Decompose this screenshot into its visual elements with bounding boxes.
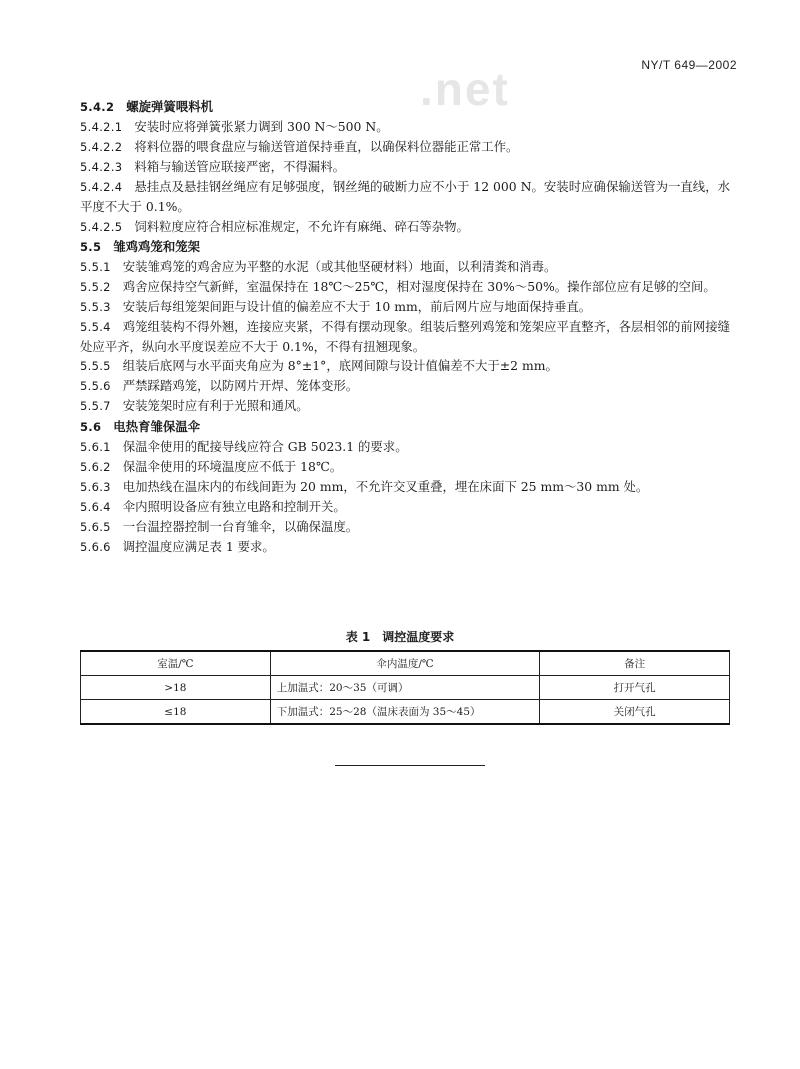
watermark: .net bbox=[420, 63, 510, 115]
clause-number: 5.6.5 bbox=[80, 519, 111, 534]
clause-text: 安装后每组笼架间距与设计值的偏差应不大于 10 mm，前后网片应与地面保持垂直。 bbox=[122, 298, 592, 314]
clause-text: 伞内照明设备应有独立电路和控制开关。 bbox=[122, 498, 346, 514]
clause-heading: 螺旋弹簧喂料机 bbox=[126, 99, 213, 114]
clause-number: 5.4.2.5 bbox=[80, 219, 123, 234]
clause-line bbox=[80, 237, 730, 257]
table-cell: 关闭气孔 bbox=[540, 700, 730, 725]
clause-number: 5.4.2.4 bbox=[80, 180, 123, 195]
table-cell: 打开气孔 bbox=[540, 676, 730, 700]
clause-text: 严禁踩踏鸡笼，以防网片开焊、笼体变形。 bbox=[122, 378, 359, 394]
clause-number: 5.5.1 bbox=[80, 259, 111, 274]
clause-number: 5.6.1 bbox=[80, 439, 111, 454]
clause-line bbox=[80, 137, 730, 157]
clause-number: 5.6.4 bbox=[80, 499, 111, 514]
clause-number: 5.5.5 bbox=[80, 359, 111, 374]
body-text bbox=[80, 97, 730, 557]
clause-text: 悬挂点及悬挂钢丝绳应有足够强度，钢丝绳的破断力应不小于 12 000 N。安装时应确保输送管为一直线，水平度不大于 0.1%。 bbox=[80, 179, 730, 215]
clause-line bbox=[80, 517, 730, 537]
clause-number: 5.4.2.1 bbox=[80, 120, 123, 135]
table-cell: >18 bbox=[81, 676, 271, 700]
clause-text: 调控温度应满足表 1 要求。 bbox=[122, 539, 275, 555]
clause-number: 5.5.2 bbox=[80, 279, 111, 294]
clause-heading: 雏鸡鸡笼和笼架 bbox=[113, 238, 201, 254]
clause-text: 安装时应将弹簧张紧力调到 300 N～500 N。 bbox=[134, 119, 389, 135]
table-cell: ≤18 bbox=[81, 700, 271, 725]
table-header-cell: 室温/℃ bbox=[81, 651, 271, 676]
clause-text: 安装笼架时应有利于光照和通风。 bbox=[122, 398, 309, 414]
table-header-cell: 伞内温度/℃ bbox=[270, 651, 540, 676]
table-header-cell: 备注 bbox=[540, 651, 730, 676]
clause-text: 鸡笼组装构不得外翘，连接应夹紧，不得有摆动现象。组装后整列鸡笼和笼架应平直整齐，各层相邻的前网接缝处应平齐，纵向水平度误差应不大于 0.1%，不得有扭翘现象。 bbox=[80, 319, 730, 355]
end-divider bbox=[335, 765, 485, 766]
clause-number: 5.6.6 bbox=[80, 540, 111, 555]
temperature-table bbox=[80, 650, 730, 725]
clause-line bbox=[80, 497, 730, 517]
table-header-row bbox=[81, 651, 730, 676]
clause-number: 5.6 bbox=[80, 419, 102, 434]
clause-line bbox=[80, 177, 730, 216]
clause-heading: 电热育雏保温伞 bbox=[113, 418, 201, 434]
clause-line bbox=[80, 417, 730, 437]
clause-number: 5.5 bbox=[80, 239, 102, 254]
clause-text: 料箱与输送管应联接严密，不得漏料。 bbox=[134, 159, 345, 175]
clause-text: 一台温控器控制一台育雏伞，以确保温度。 bbox=[122, 518, 359, 534]
clause-line bbox=[80, 376, 730, 396]
table-cell: 下加温式：25～28（温床表面为 35～45） bbox=[270, 700, 540, 725]
clause-line bbox=[80, 396, 730, 416]
clause-number: 5.4.2.2 bbox=[80, 140, 123, 155]
table-title: 表 1 调控温度要求 bbox=[345, 630, 455, 644]
clause-line bbox=[80, 356, 730, 376]
clause-line bbox=[80, 277, 730, 297]
clause-text: 电加热线在温床内的布线间距为 20 mm，不允许交叉重叠，埋在床面下 25 mm～30 mm 处。 bbox=[122, 478, 649, 494]
clause-line bbox=[80, 437, 730, 457]
clause-line bbox=[80, 537, 730, 557]
clause-line bbox=[80, 457, 730, 477]
clause-line bbox=[80, 477, 730, 497]
clause-text: 鸡舍应保持空气新鲜，室温保持在 18℃～25℃，相对湿度保持在 30%～50%。操作部位应有足够的空间。 bbox=[122, 278, 716, 294]
clause-line bbox=[80, 157, 730, 177]
clause-line bbox=[80, 317, 730, 356]
clause-number: 5.5.6 bbox=[80, 379, 111, 394]
clause-number: 5.4.2 bbox=[80, 100, 115, 114]
clause-line bbox=[80, 117, 730, 137]
clause-line bbox=[80, 217, 730, 237]
table-cell: 上加温式：20～35（可调） bbox=[270, 676, 540, 700]
clause-line bbox=[80, 297, 730, 317]
clause-text: 组装后底网与水平面夹角应为 8°±1°，底网间隙与设计值偏差不大于±2 mm。 bbox=[122, 358, 558, 374]
clause-number: 5.5.3 bbox=[80, 299, 111, 314]
clause-line bbox=[80, 257, 730, 277]
table-row bbox=[81, 676, 730, 700]
clause-number: 5.4.2.3 bbox=[80, 160, 123, 175]
clause-number: 5.6.3 bbox=[80, 479, 111, 494]
clause-line bbox=[80, 97, 730, 117]
table-row bbox=[81, 700, 730, 725]
clause-text: 保温伞使用的环境温度应不低于 18℃。 bbox=[122, 458, 343, 474]
clause-text: 保温伞使用的配接导线应符合 GB 5023.1 的要求。 bbox=[122, 438, 408, 454]
clause-number: 5.5.7 bbox=[80, 399, 111, 414]
standard-number: NY/T 649—2002 bbox=[641, 58, 737, 72]
clause-number: 5.6.2 bbox=[80, 459, 111, 474]
clause-text: 饲料粒度应符合相应标准规定，不允许有麻绳、碎石等杂物。 bbox=[134, 218, 469, 234]
clause-text: 将料位器的喂食盘应与输送管道保持垂直，以确保料位器能正常工作。 bbox=[134, 139, 519, 155]
clause-text: 安装雏鸡笼的鸡舍应为平整的水泥（或其他坚硬材料）地面，以利清粪和消毒。 bbox=[122, 258, 557, 274]
clause-number: 5.5.4 bbox=[80, 320, 111, 335]
